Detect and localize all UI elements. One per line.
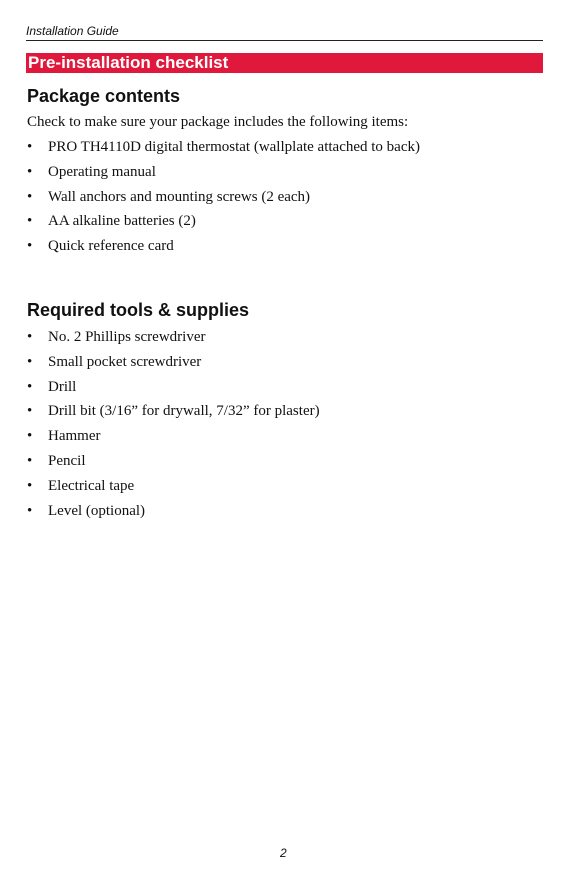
list-item-text: Level (optional) [48, 502, 146, 519]
list-item-text: Electrical tape [48, 477, 135, 494]
section-title: Pre-installation checklist [28, 53, 229, 72]
list-item-text: Wall anchors and mounting screws (2 each) [48, 188, 311, 205]
section-banner [26, 53, 543, 73]
list-item-text: Pencil [48, 452, 86, 469]
list-item-text: No. 2 Phillips screwdriver [48, 329, 206, 345]
bullet-icon: • [27, 188, 33, 205]
list-item-text: Quick reference card [48, 238, 174, 255]
bullet-icon: • [27, 477, 33, 494]
list-item-text: AA alkaline batteries (2) [48, 213, 196, 230]
package-contents-intro: Check to make sure your package includes the following items: [27, 114, 409, 130]
list-item-text: PRO TH4110D digital thermostat (wallplate attached to back) [48, 139, 420, 155]
list-item-text: Small pocket screwdriver [48, 353, 202, 370]
bullet-icon: • [27, 329, 33, 345]
list-item-text: Hammer [48, 428, 101, 445]
list-item-text: Operating manual [48, 163, 156, 180]
list-item-text: Drill bit (3/16” for drywall, 7/32” for plaster) [48, 403, 320, 420]
bullet-icon: • [27, 452, 33, 469]
running-header: Installation Guide [26, 24, 119, 38]
bullet-icon: • [27, 403, 33, 420]
bullet-icon: • [27, 378, 33, 395]
list-item-text: Drill [48, 378, 77, 395]
bullet-icon: • [27, 238, 33, 255]
bullet-icon: • [27, 213, 33, 230]
bullet-icon: • [27, 139, 33, 155]
header-divider [26, 40, 543, 41]
bullet-icon: • [27, 163, 33, 180]
page-number: 2 [280, 846, 287, 860]
package-contents-heading: Package contents [27, 86, 181, 106]
bullet-icon: • [27, 428, 33, 445]
required-tools-heading: Required tools & supplies [27, 300, 250, 320]
bullet-icon: • [27, 502, 33, 519]
bullet-icon: • [27, 353, 33, 370]
